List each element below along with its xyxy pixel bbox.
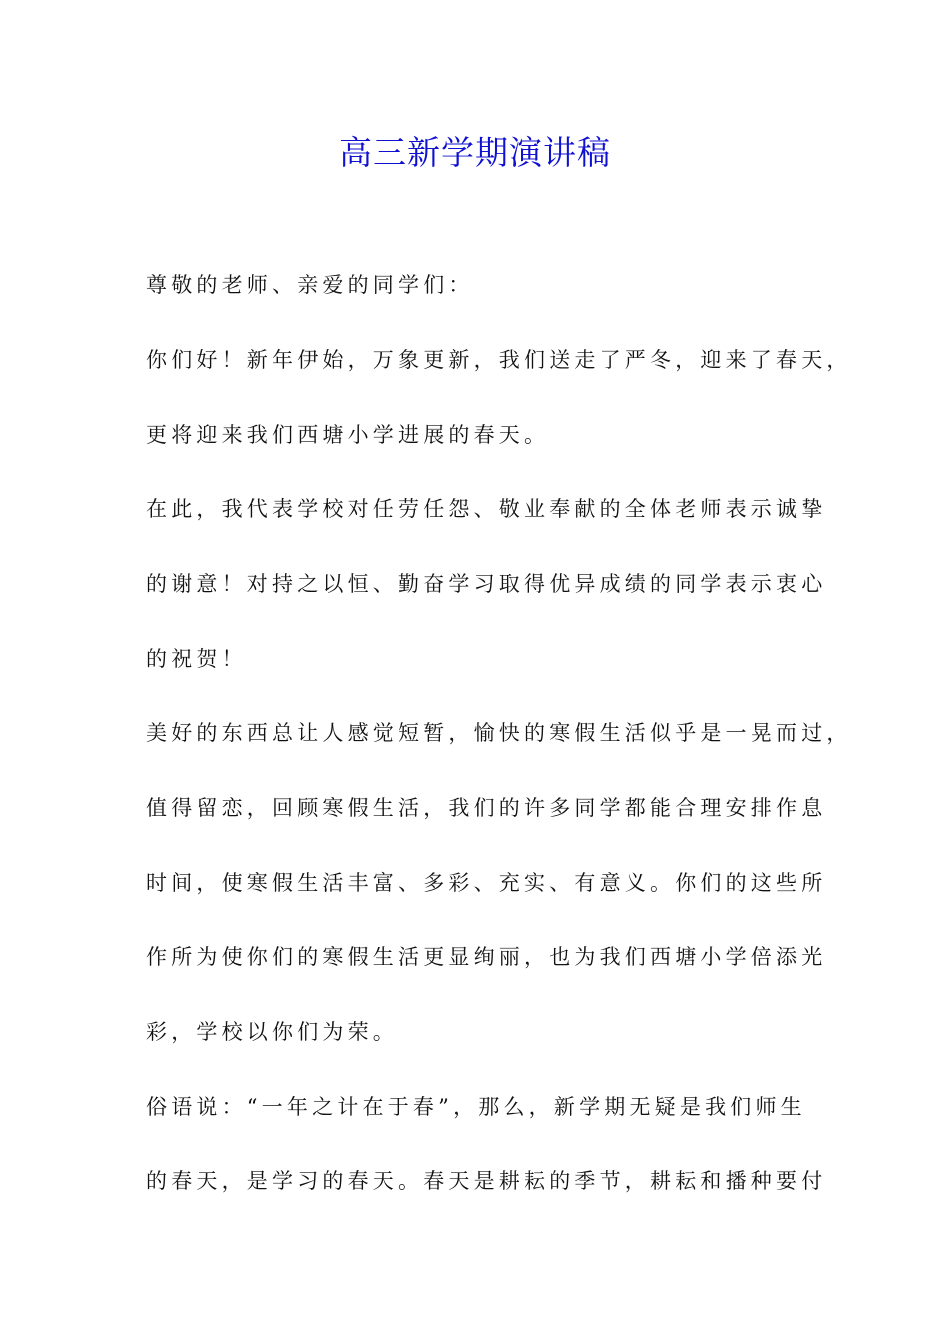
body-line: 彩，学校以你们为荣。 [146,1020,398,1044]
body-line: 在此，我代表学校对任劳任怨、敬业奉献的全体老师表示诚挚 [146,497,827,521]
body-line: 的祝贺！ [146,647,247,671]
body-line: 更将迎来我们西塘小学进展的春天。 [146,423,550,447]
body-line: 俗语说：“一年之计在于春”，那么，新学期无疑是我们师生 [146,1095,806,1119]
body-line: 时间，使寒假生活丰富、多彩、充实、有意义。你们的这些所 [146,871,827,895]
body-line: 你们好！新年伊始，万象更新，我们送走了严冬，迎来了春天， [146,348,852,372]
body-line: 美好的东西总让人感觉短暂，愉快的寒假生活似乎是一晃而过， [146,721,852,745]
body-line: 的谢意！对持之以恒、勤奋学习取得优异成绩的同学表示衷心 [146,572,827,596]
body-line: 作所为使你们的寒假生活更显绚丽，也为我们西塘小学倍添光 [146,945,827,969]
greeting-line: 尊敬的老师、亲爱的同学们： [146,273,474,297]
body-line: 值得留恋，回顾寒假生活，我们的许多同学都能合理安排作息 [146,796,827,820]
document-title: 高三新学期演讲稿 [339,133,611,172]
body-line: 的春天，是学习的春天。春天是耕耘的季节，耕耘和播种要付 [146,1169,827,1193]
